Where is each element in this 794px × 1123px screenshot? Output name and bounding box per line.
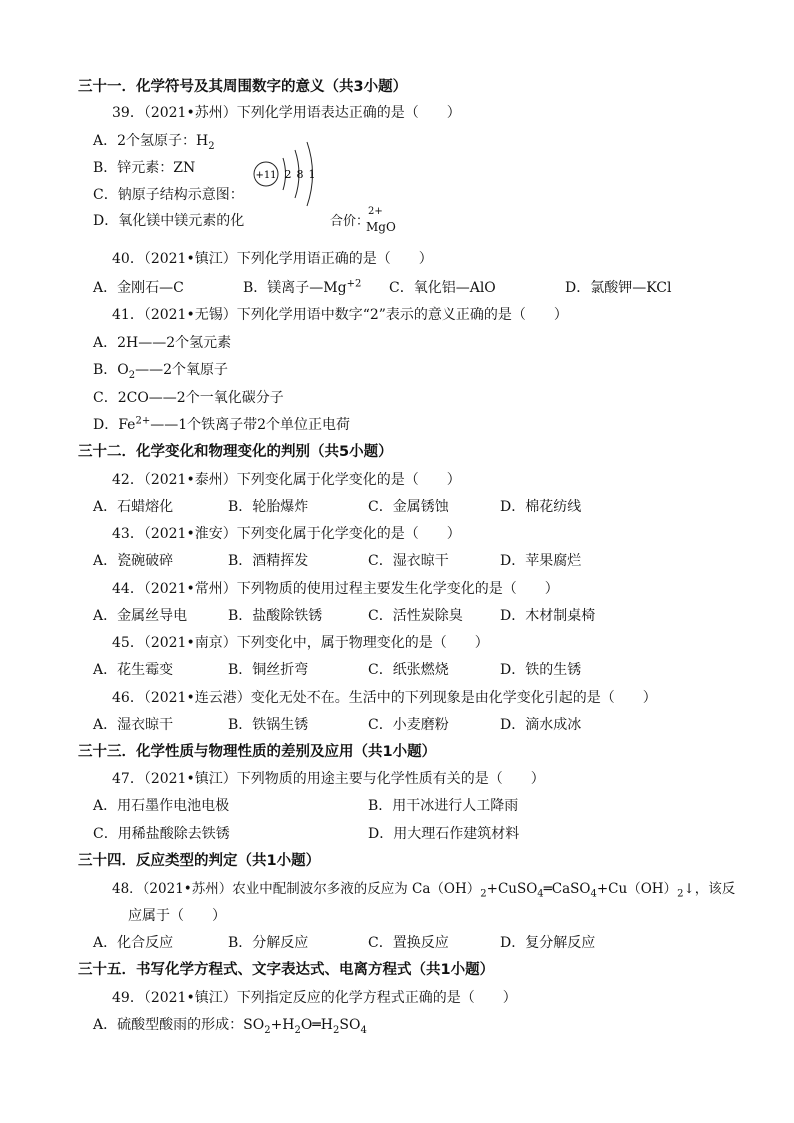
question-47-stem: 47．（2021•镇江）下列物质的用途主要与化学性质有关的是（ ）	[112, 771, 545, 787]
question-39-option-a: A．2个氢原子：$H_2$	[93, 133, 215, 152]
question-49-option-a: A．硫酸型酸雨的形成：$SO_2+H_2O═H_2SO_4$	[93, 1017, 367, 1036]
section-title-31: 三十一．化学符号及其周围数字的意义（共3小题）	[78, 79, 408, 95]
mgo-formula: MgO	[366, 220, 396, 234]
question-39-option-b: B．锌元素：ZN	[93, 160, 196, 176]
question-39-option-c: C．钠原子结构示意图：	[93, 187, 244, 203]
question-42-stem: 42．（2021•泰州）下列变化属于化学变化的是（ ）	[112, 472, 461, 488]
shell-1-count: 2	[284, 168, 292, 181]
shell-2-count: 8	[296, 168, 304, 181]
question-41-option-c: C．2CO——2个一氧化碳分子	[93, 390, 284, 406]
question-49-stem: 49．（2021•镇江）下列指定反应的化学方程式正确的是（ ）	[112, 990, 517, 1006]
section-title-35: 三十五．书写化学方程式、文字表达式、电离方程式（共1小题）	[78, 962, 495, 978]
question-41-option-a: A．2H——2个氢元素	[93, 335, 232, 351]
question-48-stem-cont: 应属于（ ）	[128, 908, 226, 924]
question-41-option-d: D．$Fe^{2+}——1$个铁离子带2个单位正电荷	[93, 415, 351, 433]
nucleus-label: +11	[255, 170, 277, 181]
question-45-stem: 45．（2021•南京）下列变化中，属于物理变化的是（ ）	[112, 635, 489, 651]
valence-label: 2+	[368, 206, 383, 217]
question-39-stem: 39．（2021•苏州）下列化学用语表达正确的是（ ）	[112, 105, 461, 121]
question-40-stem: 40．（2021•镇江）下列化学用语正确的是（ ）	[112, 251, 433, 267]
sodium-atom-diagram	[250, 138, 330, 210]
question-41-option-b: B．$O_2——2$个氧原子	[93, 362, 229, 381]
question-39-option-d: D．氧化镁中镁元素的化	[93, 213, 245, 229]
question-44-stem: 44．（2021•常州）下列物质的使用过程主要发生化学变化的是（ ）	[112, 581, 559, 597]
section-title-34: 三十四．反应类型的判定（共1小题）	[78, 853, 321, 869]
question-48-stem: 48．（2021•苏州）农业中配制波尔多液的反应为 $Ca(OH)_2+CuSO_4═CaSO_4+Cu(OH)_2↓$，该反	[112, 881, 736, 900]
section-title-32: 三十二．化学变化和物理变化的判别（共5小题）	[78, 444, 393, 460]
question-41-stem: 41．（2021•无锡）下列化学用语中数字“2”表示的意义正确的是（ ）	[112, 307, 568, 323]
shell-3-count: 1	[308, 168, 316, 181]
magnesium-oxide-valence: 合价： 2+ MgO	[330, 206, 396, 234]
section-title-33: 三十三．化学性质与物理性质的差别及应用（共1小题）	[78, 744, 437, 760]
question-43-stem: 43．（2021•淮安）下列变化属于化学变化的是（ ）	[112, 526, 461, 542]
question-46-stem: 46．（2021•连云港）变化无处不在。生活中的下列现象是由化学变化引起的是（ ）	[112, 690, 657, 706]
